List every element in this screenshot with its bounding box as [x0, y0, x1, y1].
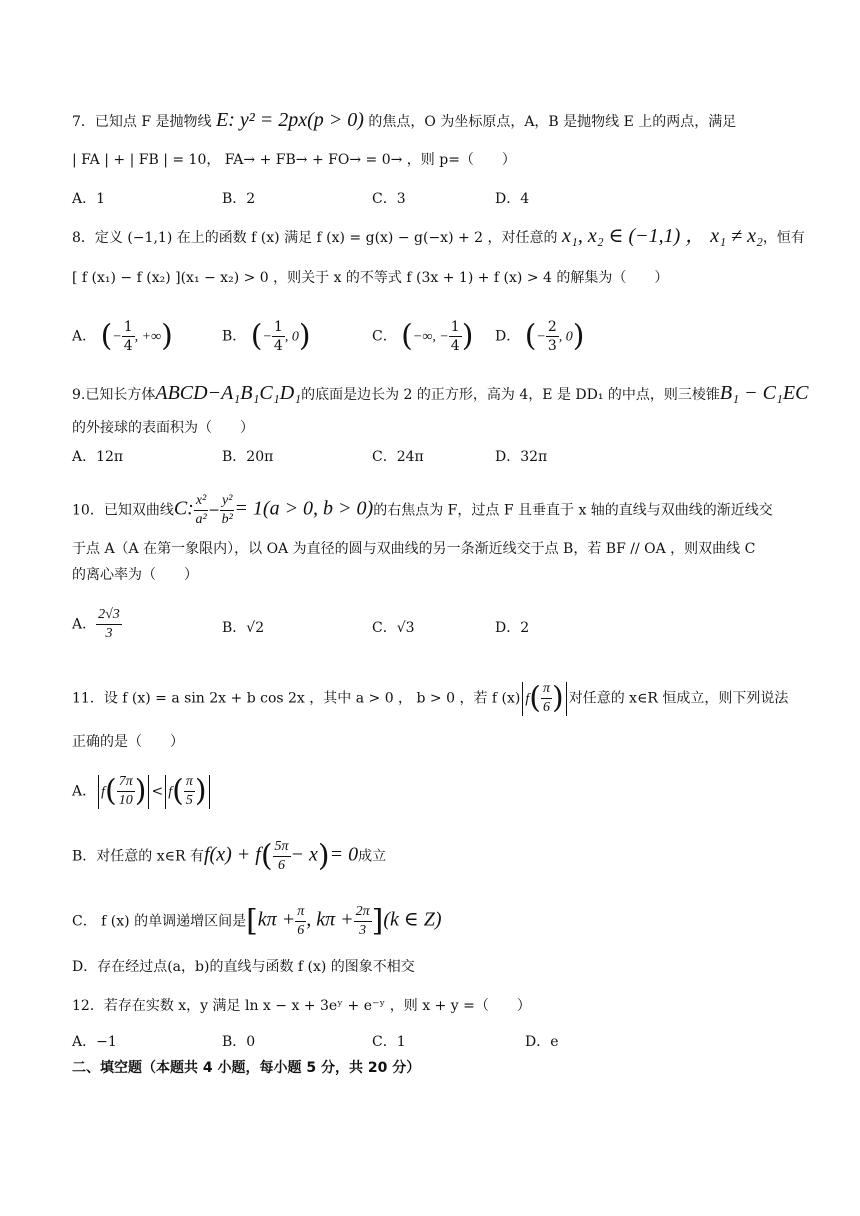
q10-line3: 的离心率为（ ）: [72, 567, 198, 583]
paren-open: (: [529, 680, 541, 716]
q8-a-frac: [122, 318, 135, 355]
num: 2√3: [96, 606, 122, 625]
q12-line1: 12．若存在实数 x，y 满足 ln x − x + 3eʸ + e⁻ʸ ，则 x + y =（ ）: [72, 998, 531, 1014]
f: f: [525, 691, 530, 707]
q8-b-pre: −: [262, 329, 272, 345]
q7-option-a: A．1: [72, 191, 106, 207]
num: 1: [450, 319, 460, 335]
num: π: [295, 903, 306, 922]
paren-open: (: [172, 773, 184, 809]
num: 2: [547, 319, 557, 335]
bracket-close: ]: [371, 903, 384, 939]
eq1: f(x) + f: [204, 843, 261, 866]
q11-text-a: 11．设 f (x) = a sin 2x + b cos 2x ，其中 a > 0 ， b > 0 ，若 f (x): [72, 690, 521, 707]
q8-option-a: [72, 318, 173, 355]
q8-a-pre: −: [112, 329, 122, 345]
q9-pyramid: B₁ − C₁EC: [719, 382, 809, 404]
frac-a2: [184, 773, 195, 810]
paren-open: (: [401, 318, 413, 354]
q7-option-c: C．3: [372, 191, 406, 207]
q8-line1: [72, 225, 805, 248]
q10-frac-y: [220, 492, 234, 529]
q11-line2: 正确的是（ ）: [72, 734, 184, 750]
q8-line2: [ f (x₁) − f (x₂) ](x₁ − x₂) > 0 ，则关于 x 的不等式 f (3x + 1) + f (x) > 4 的解集为（ ）: [72, 270, 669, 286]
den: 3: [547, 338, 557, 354]
q8-option-b: [222, 318, 311, 355]
q8-option-d-label: D．: [495, 328, 521, 345]
bracket-open: [: [246, 903, 258, 939]
q12-option-a: A．−1: [72, 1034, 117, 1050]
frac-a1: [117, 773, 135, 810]
paren-close: ): [161, 318, 173, 354]
q7-line1: [72, 110, 800, 132]
num: 1: [273, 319, 283, 335]
paren-open: (: [250, 318, 263, 354]
paren-close: ): [572, 318, 585, 354]
q12-option-b: B．0: [222, 1034, 256, 1050]
eq3: = 0: [329, 843, 359, 866]
paren-open: (: [524, 318, 537, 354]
paren-open: (: [260, 838, 273, 874]
q10-text-a: 10．已知双曲线: [72, 502, 174, 519]
eq1: kπ +: [257, 908, 296, 931]
q8-b-frac: [272, 318, 285, 355]
paren-open: (: [100, 318, 113, 354]
label: A．: [72, 783, 97, 800]
num: x²: [194, 492, 208, 511]
den: 4: [123, 338, 133, 354]
q8-a-post: , +∞: [134, 329, 162, 345]
num: y²: [220, 492, 234, 511]
q8-text-b: ，恒有: [762, 230, 805, 246]
q8-option-a-label: A．: [72, 328, 97, 345]
eq2: − x: [290, 843, 318, 866]
frac-b: [273, 838, 291, 875]
q11-option-d: D．存在经过点(a，b)的直线与函数 f (x) 的图象不相交: [72, 959, 415, 975]
num: π: [541, 680, 552, 699]
q10-text-b: 的右焦点为 F，过点 F 且垂直于 x 轴的直线与双曲线的渐近线交: [373, 502, 773, 519]
paren-close: ): [317, 838, 330, 874]
num: 7π: [117, 773, 135, 792]
q10-line2: 于点 A（A 在第一象限内），以 OA 为直径的圆与双曲线的另一条渐近线交于点 B，若 BF // OA ，则双曲线 C: [72, 541, 756, 557]
q11-option-c: [72, 903, 441, 940]
q8-condition: x₁, x₂ ∈ (−1,1) ， x₁ ≠ x₂: [561, 225, 763, 247]
q8-option-c-label: C．: [372, 328, 397, 345]
section-2-heading: 二、填空题（本题共 4 小题，每小题 5 分，共 20 分）: [72, 1060, 421, 1076]
q10-option-a: [72, 606, 122, 643]
q7-option-d: D．4: [495, 191, 530, 207]
den: 6: [297, 923, 305, 938]
q11-line1: [72, 680, 800, 717]
paren-close: ): [552, 680, 564, 716]
abs-bar: [98, 775, 99, 809]
den: 4: [450, 338, 460, 354]
q10-option-c: C．√3: [372, 620, 415, 636]
q8-d-pre: −: [536, 329, 546, 345]
q10-line1: 10．已知双曲线C: $\frac{\text{x²}}{\text{a²}}$ − $\frac{\text{y²}}{\text{b²}}$ = 1(a > 0, b > 0)的右焦点为 F，过点 F 且垂直于 x 轴的直线与双曲线的渐近线交: [72, 493, 773, 527]
text-a: B．对任意的 x∈R 有: [72, 848, 204, 865]
den: a²: [195, 512, 207, 527]
q7-option-b: B．2: [222, 191, 256, 207]
frac-c2: [354, 903, 372, 940]
abs-bar: [209, 775, 210, 809]
paren-close: ): [461, 318, 474, 354]
q9-line2: 的外接球的表面积为（ ）: [72, 420, 254, 436]
q9-cuboid: ABCD−A₁B₁C₁D₁: [155, 382, 302, 404]
num: 5π: [273, 838, 291, 857]
q10-frac-x: [194, 492, 208, 529]
abs-bar: [522, 682, 523, 716]
q11-text-b: 对任意的 x∈R 恒成立，则下列说法: [568, 690, 789, 707]
q10-a-frac: [96, 606, 122, 643]
paren-close: ): [194, 773, 207, 809]
q9-text-a: 9.已知长方体: [72, 387, 156, 403]
lt: <: [151, 783, 164, 800]
q9-option-b: B．20π: [222, 449, 274, 465]
f: f: [168, 784, 173, 800]
num: 2π: [354, 903, 372, 922]
q11-frac: [541, 680, 552, 717]
eq3: (k ∈ Z): [383, 908, 442, 931]
q8-c-frac: [449, 318, 462, 355]
frac-c1: [295, 903, 306, 940]
paren-open: (: [105, 773, 117, 809]
den: 5: [185, 793, 193, 808]
q8-text-a: 8．定义 (−1,1) 在上的函数 f (x) 满足 f (x) = g(x) − g(−x) + 2 ，对任意的: [72, 230, 558, 246]
paren-close: ): [134, 773, 147, 809]
den: 10: [118, 793, 133, 808]
den: 4: [273, 338, 283, 354]
abs-bar: [165, 775, 166, 809]
abs-bar: [566, 682, 567, 716]
num: π: [184, 773, 195, 792]
den: 6: [542, 700, 550, 715]
q9-option-c: C．24π: [372, 449, 424, 465]
text-a: C． f (x) 的单调递增区间是: [72, 913, 247, 930]
q12-option-c: C．1: [372, 1034, 406, 1050]
text-b: 成立: [358, 848, 387, 865]
q7-text-b: 的焦点，O 为坐标原点，A，B 是抛物线 E 上的两点，满足: [368, 114, 737, 130]
den: 3: [359, 923, 367, 938]
q8-option-c: [372, 318, 473, 355]
q9-text-b: 的底面是边长为 2 的正方形，高为 4，E 是 DD₁ 的中点，则三棱锥: [301, 387, 720, 403]
q11-option-b: [72, 838, 386, 875]
abs-bar: [148, 775, 149, 809]
label: A．: [72, 616, 97, 633]
den: b²: [221, 512, 233, 527]
q7-line2: | FA | + | FB | = 10， FA→ + FB→ + FO→ = 0→ ，则 p=（ ）: [72, 152, 516, 168]
q10-c: C:: [173, 497, 194, 520]
q8-option-b-label: B．: [222, 328, 247, 345]
q12-option-d: D．e: [525, 1034, 559, 1050]
q9-option-a: A．12π: [72, 449, 124, 465]
num: 1: [123, 319, 133, 335]
paren-close: ): [298, 318, 311, 354]
eq2: , kπ +: [306, 908, 354, 931]
f: f: [101, 784, 106, 800]
q11-option-a: [72, 773, 212, 810]
q7-text-a: 7．已知点 F 是抛物线: [72, 114, 212, 130]
q10-option-b: B．√2: [222, 620, 265, 636]
q9-line1: [72, 382, 809, 405]
q8-d-post: , 0: [558, 329, 573, 345]
q9-option-d: D．32π: [495, 449, 548, 465]
q8-option-d: [495, 318, 585, 355]
q10-option-d: D．2: [495, 620, 530, 636]
den: 3: [105, 626, 113, 641]
den: 6: [278, 858, 286, 873]
q10-eq: = 1(a > 0, b > 0): [234, 497, 374, 520]
q7-parabola-equation: E: y² = 2px(p > 0): [215, 109, 364, 131]
q8-d-frac: [546, 318, 559, 355]
q8-b-post: , 0: [284, 329, 299, 345]
q8-c-pre: −∞, −: [412, 329, 449, 345]
